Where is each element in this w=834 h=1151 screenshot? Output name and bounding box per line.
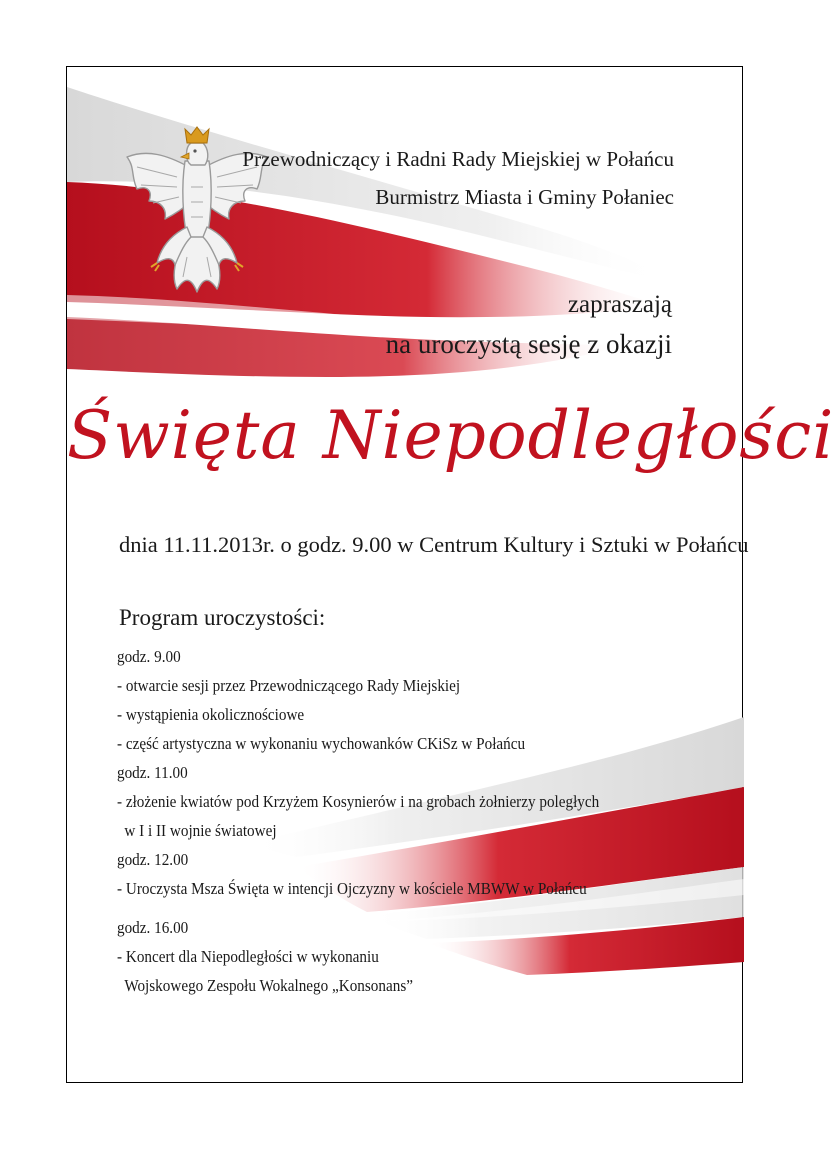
- invitation-line-2: na uroczystą sesję z okazji: [385, 329, 672, 359]
- invitation-poster: [66, 66, 834, 1083]
- program-time: godz. 11.00: [117, 763, 188, 782]
- organizer-line-1: Przewodniczący i Radni Rady Miejskiej w Połańcu: [242, 147, 674, 171]
- program-item: - wystąpienia okolicznościowe: [117, 705, 305, 724]
- program-item: - Uroczysta Msza Święta w intencji Ojczyzny w kościele MBWW w Połańcu: [117, 879, 587, 898]
- program-item: - otwarcie sesji przez Przewodniczącego Rady Miejskiej: [117, 676, 461, 695]
- program-time: godz. 16.00: [117, 918, 189, 937]
- program-list: [117, 649, 717, 1007]
- event-title: Święta Niepodległości: [67, 397, 834, 474]
- program-item: - Koncert dla Niepodległości w wykonaniu: [117, 947, 379, 966]
- program-time: godz. 12.00: [117, 850, 189, 869]
- program-item-continuation: w I i II wojnie światowej: [124, 821, 277, 840]
- organizer-line-2: Burmistrz Miasta i Gminy Połaniec: [375, 185, 674, 209]
- program-item: - część artystyczna w wykonaniu wychowanków CKiSz w Połańcu: [117, 734, 526, 753]
- event-date-line: dnia 11.11.2013r. o godz. 9.00 w Centrum Kultury i Sztuki w Połańcu: [119, 532, 749, 557]
- program-item: - złożenie kwiatów pod Krzyżem Kosynierów i na grobach żołnierzy poległych: [117, 792, 600, 811]
- invitation-line-1: zapraszają: [567, 291, 672, 318]
- program-time: godz. 9.00: [117, 647, 181, 666]
- program-heading: Program uroczystości:: [119, 605, 326, 630]
- program-item-continuation: Wojskowego Zespołu Wokalnego „Konsonans”: [124, 976, 413, 995]
